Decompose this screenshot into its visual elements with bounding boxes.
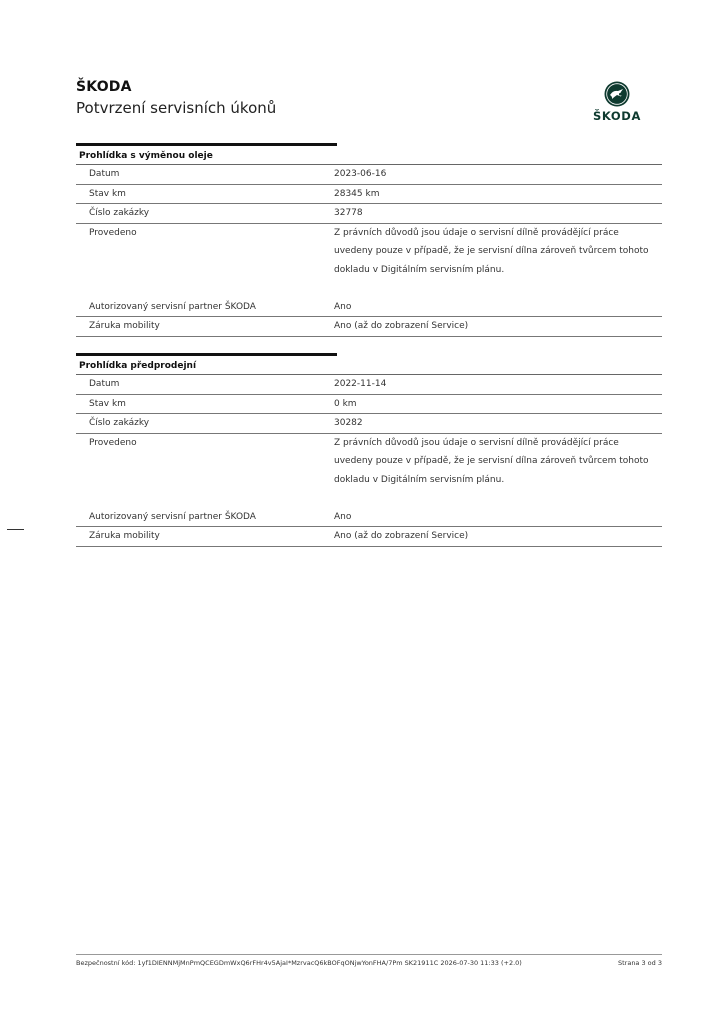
- row-value: 0 km: [334, 398, 357, 409]
- table-row: [76, 185, 662, 205]
- row-value: Ano: [334, 511, 352, 522]
- section-oil-change-inspection: [76, 143, 662, 337]
- table-row: [76, 527, 662, 547]
- skoda-logo: [584, 80, 650, 126]
- row-label: Autorizovaný servisní partner ŠKODA: [89, 511, 256, 522]
- row-value: 28345 km: [334, 188, 380, 199]
- footer-divider: [76, 954, 662, 955]
- page-number: Strana 3 od 3: [617, 959, 662, 967]
- row-value: Z právních důvodů jsou údaje o servisní dílně provádějící práce uvedeny pouze v případě, že je servisní dílna zároveň tvůrcem tohoto dokladu v Digitálním servisním plánu.: [334, 227, 649, 275]
- row-label: Číslo zakázky: [89, 418, 150, 428]
- brand-name: ŠKODA: [76, 79, 132, 95]
- table-row: [76, 434, 662, 508]
- section-heading: Prohlídka s výměnou oleje: [76, 143, 337, 164]
- table-row: [76, 165, 662, 185]
- table-row: [76, 414, 662, 434]
- row-label: Záruka mobility: [89, 321, 160, 331]
- table-row: [76, 375, 662, 395]
- row-label: Stav km: [89, 398, 126, 409]
- security-code: Bezpečnostní kód: 1yf1DIENNMjMnPmQCEGDmWxQ6rFHr4v5AjaI*MzrvacQ6kBOFqONjwYonFHA/7Pm SK21911C 2026-07-30 11:33 (+2.0): [76, 959, 522, 967]
- row-value: 30282: [334, 418, 363, 428]
- row-value: Ano (až do zobrazení Service): [334, 321, 469, 331]
- row-label: Stav km: [89, 188, 126, 199]
- section-heading: Prohlídka předprodejní: [76, 353, 337, 374]
- table-row: [76, 298, 662, 318]
- table-row: [76, 508, 662, 528]
- row-label: Datum: [89, 379, 120, 389]
- table-row: [76, 317, 662, 337]
- table-row: [76, 204, 662, 224]
- table-row: [76, 224, 662, 298]
- logo-wordmark: ŠKODA: [593, 109, 641, 123]
- fold-mark: [7, 529, 24, 530]
- row-label: Provedeno: [89, 227, 137, 238]
- row-label: Provedeno: [89, 437, 137, 448]
- row-value: 2023-06-16: [334, 169, 387, 179]
- row-value: Ano: [334, 301, 352, 312]
- row-value: Ano (až do zobrazení Service): [334, 531, 469, 541]
- skoda-winged-arrow-icon: [603, 80, 631, 108]
- section-pre-sale-inspection: [76, 353, 662, 547]
- table-row: [76, 395, 662, 415]
- page-title: Potvrzení servisních úkonů: [76, 99, 277, 117]
- row-label: Autorizovaný servisní partner ŠKODA: [89, 301, 256, 312]
- row-value: 32778: [334, 208, 363, 218]
- row-label: Záruka mobility: [89, 531, 160, 541]
- row-label: Číslo zakázky: [89, 208, 150, 218]
- row-value: 2022-11-14: [334, 379, 387, 389]
- row-label: Datum: [89, 169, 120, 179]
- row-value: Z právních důvodů jsou údaje o servisní dílně provádějící práce uvedeny pouze v případě, že je servisní dílna zároveň tvůrcem tohoto dokladu v Digitálním servisním plánu.: [334, 437, 649, 485]
